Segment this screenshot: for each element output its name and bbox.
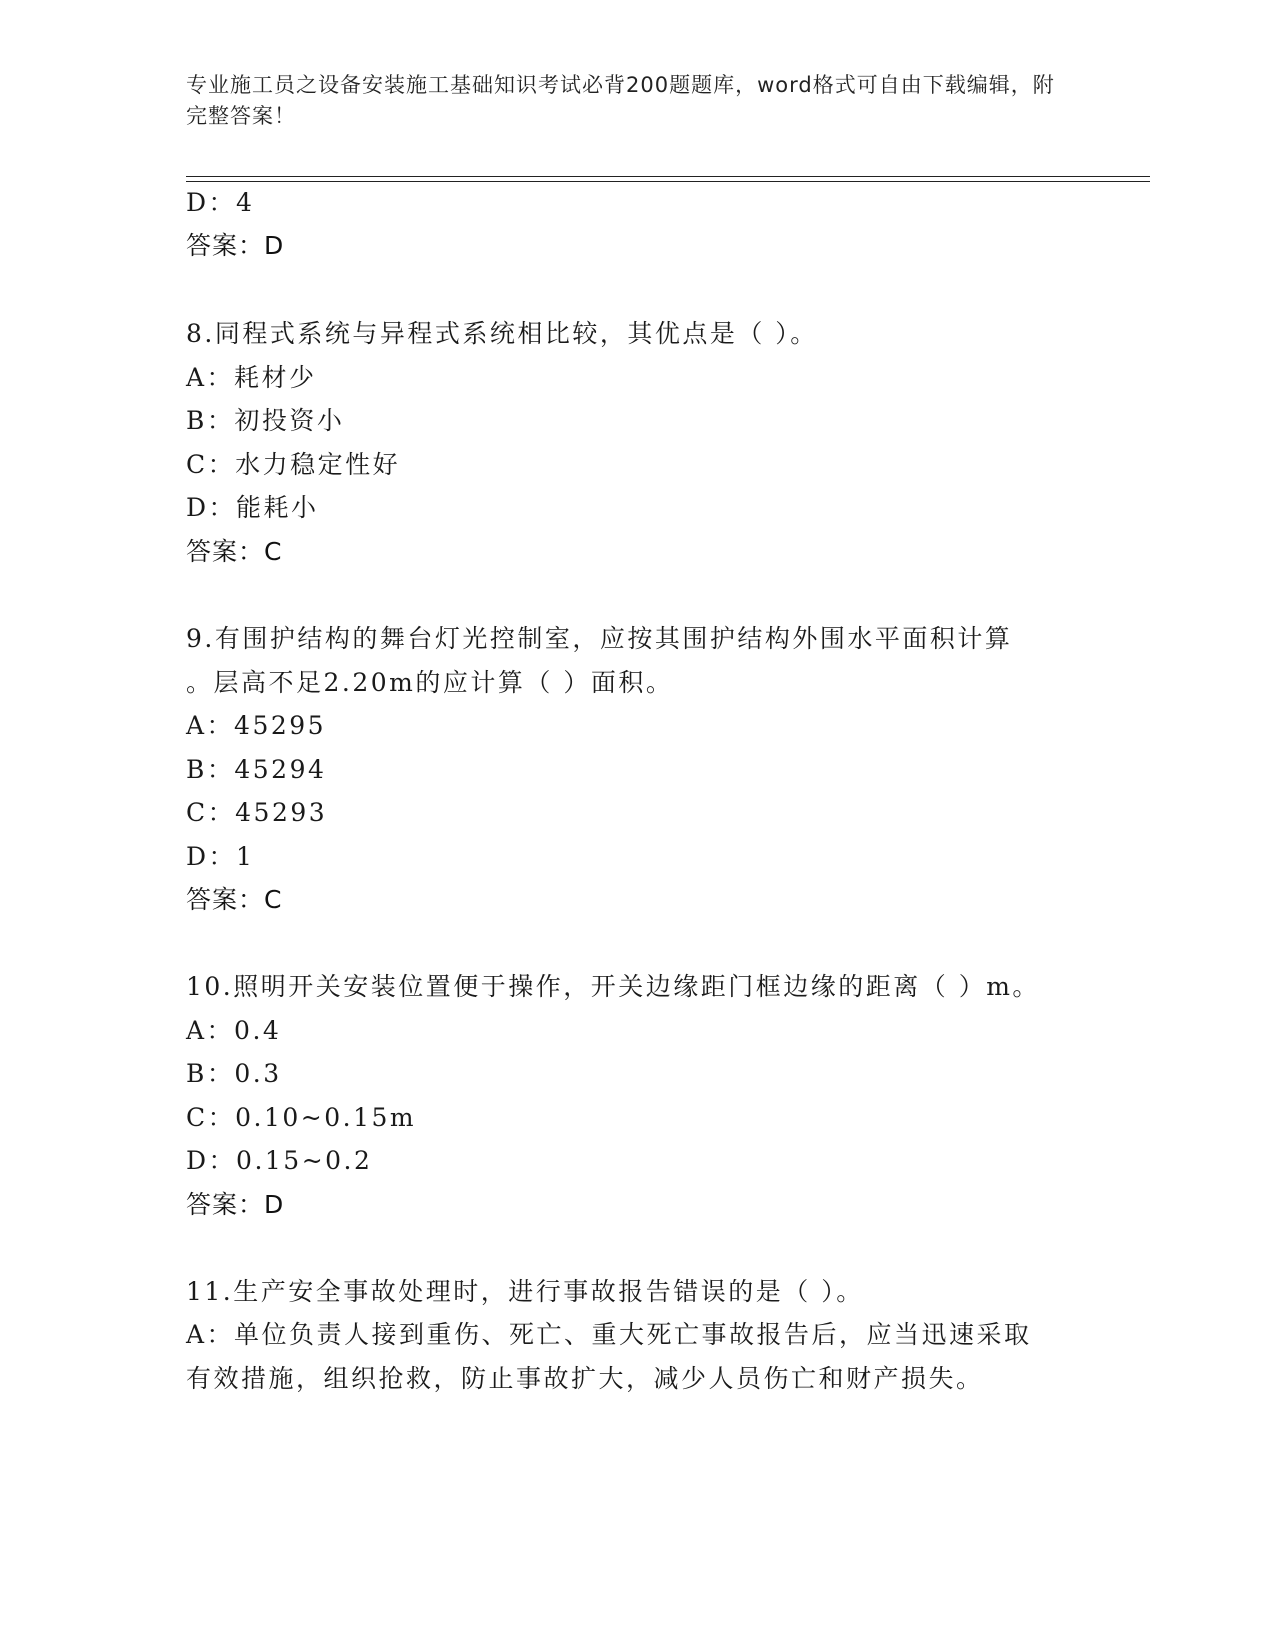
q10-option-b: B：0.3 [186, 1059, 282, 1088]
q8-option-c: C：水力稳定性好 [186, 450, 401, 479]
q9-option-a: A：45295 [186, 711, 327, 740]
q8-option-b: B：初投资小 [186, 406, 345, 435]
q7-option-d: D：4 [186, 188, 255, 217]
q9-stem-line-2: 。层高不足2.20m的应计算（ ）面积。 [186, 668, 674, 697]
q10-option-a: A：0.4 [186, 1016, 282, 1045]
q7-answer: 答案：D [186, 231, 285, 260]
q8-option-a: A：耗材少 [186, 363, 317, 392]
q9-option-d: D：1 [186, 842, 255, 871]
header-divider [186, 176, 1150, 177]
q9-answer: 答案：C [186, 885, 283, 914]
q11-stem: 11.生产安全事故处理时，进行事故报告错误的是（ ）。 [186, 1277, 864, 1306]
q8-option-d: D：能耗小 [186, 493, 319, 522]
q11-option-a-line-2: 有效措施，组织抢救，防止事故扩大，减少人员伤亡和财产损失。 [186, 1364, 984, 1393]
q8-answer: 答案：C [186, 537, 283, 566]
q9-option-b: B：45294 [186, 755, 327, 784]
q11-option-a-line-1: A：单位负责人接到重伤、死亡、重大死亡事故报告后，应当迅速采取 [186, 1320, 1032, 1349]
q10-option-c: C：0.10~0.15m [186, 1103, 417, 1132]
page-header: 专业施工员之设备安装施工基础知识考试必背200题题库，word格式可自由下载编辑，附完整答案！ [186, 73, 1055, 128]
q9-stem-line-1: 9.有围护结构的舞台灯光控制室，应按其围护结构外围水平面积计算 [186, 624, 1013, 653]
header-divider [186, 181, 1150, 182]
q9-option-c: C：45293 [186, 798, 328, 827]
q10-stem: 10.照明开关安装位置便于操作，开关边缘距门框边缘的距离（ ）m。 [186, 972, 1040, 1001]
q10-answer: 答案：D [186, 1190, 285, 1219]
q8-stem: 8.同程式系统与异程式系统相比较，其优点是（ ）。 [186, 319, 818, 348]
q10-option-d: D：0.15~0.2 [186, 1146, 373, 1175]
